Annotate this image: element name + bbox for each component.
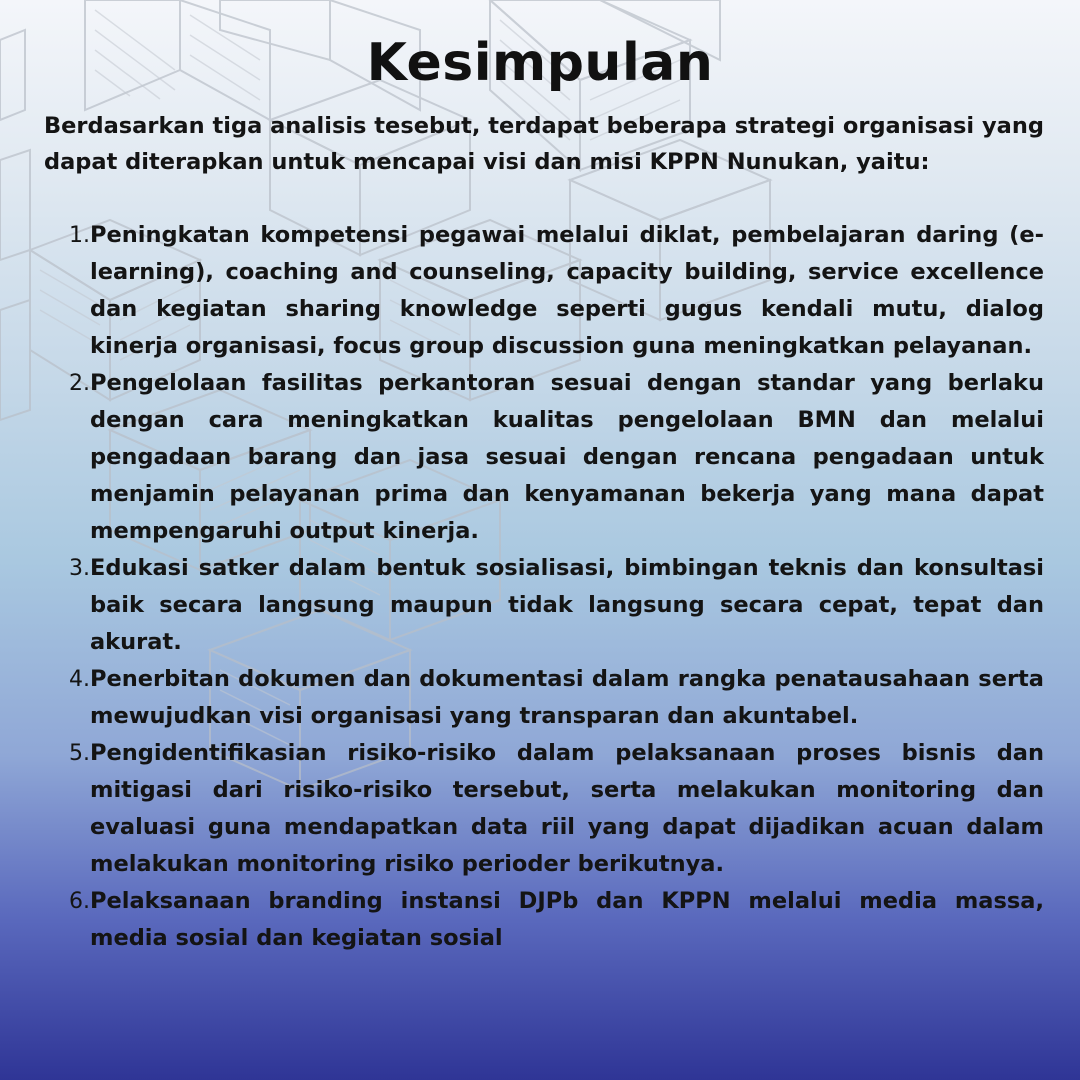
list-number: 5. — [69, 741, 90, 766]
list-number: 3. — [69, 556, 90, 581]
list-item — [44, 217, 1044, 365]
list-number: 6. — [69, 889, 90, 914]
list-item — [44, 365, 1044, 550]
list-text: Pelaksanaan branding instansi DJPb dan KPPN melalui media massa, media sosial dan kegiatan sosial — [90, 888, 1044, 951]
list-text: Edukasi satker dalam bentuk sosialisasi, bimbingan teknis dan konsultasi baik secara langsung maupun tidak langsung secara cepat, tepat dan akurat. — [90, 555, 1044, 655]
list-item — [44, 661, 1044, 735]
list-item — [44, 883, 1044, 957]
list-item — [44, 735, 1044, 883]
list-text: Pengidentifikasian risiko-risiko dalam pelaksanaan proses bisnis dan mitigasi dari risiko-risiko tersebut, serta melakukan monitoring dan evaluasi guna mendapatkan data riil yang dapat dijadikan acuan dalam melakukan monitoring risiko perioder berikutnya. — [90, 740, 1044, 877]
list-text: Peningkatan kompetensi pegawai melalui diklat, pembelajaran daring (e-learning), coaching and counseling, capacity building, service excellence dan kegiatan sharing knowledge seperti gugus kendali mutu, dialog kinerja organisasi, focus group discussion guna meningkatkan pelayanan. — [90, 222, 1044, 359]
page-title: Kesimpulan — [366, 33, 714, 93]
strategy-list — [44, 217, 1044, 957]
list-item — [44, 550, 1044, 661]
list-text: Pengelolaan fasilitas perkantoran sesuai dengan standar yang berlaku dengan cara meningkatkan kualitas pengelolaan BMN dan melalui pengadaan barang dan jasa sesuai dengan rencana pengadaan untuk menjamin pelayanan prima dan kenyamanan bekerja yang mana dapat mempengaruhi output kinerja. — [90, 370, 1044, 544]
list-number: 4. — [69, 667, 90, 692]
list-number: 2. — [69, 371, 90, 396]
list-number: 1. — [69, 223, 90, 248]
intro-paragraph: Berdasarkan tiga analisis tesebut, terdapat beberapa strategi organisasi yang dapat diterapkan untuk mencapai visi dan misi KPPN Nunukan, yaitu: — [44, 113, 1044, 175]
list-text: Penerbitan dokumen dan dokumentasi dalam rangka penatausahaan serta mewujudkan visi organisasi yang transparan dan akuntabel. — [90, 666, 1044, 729]
